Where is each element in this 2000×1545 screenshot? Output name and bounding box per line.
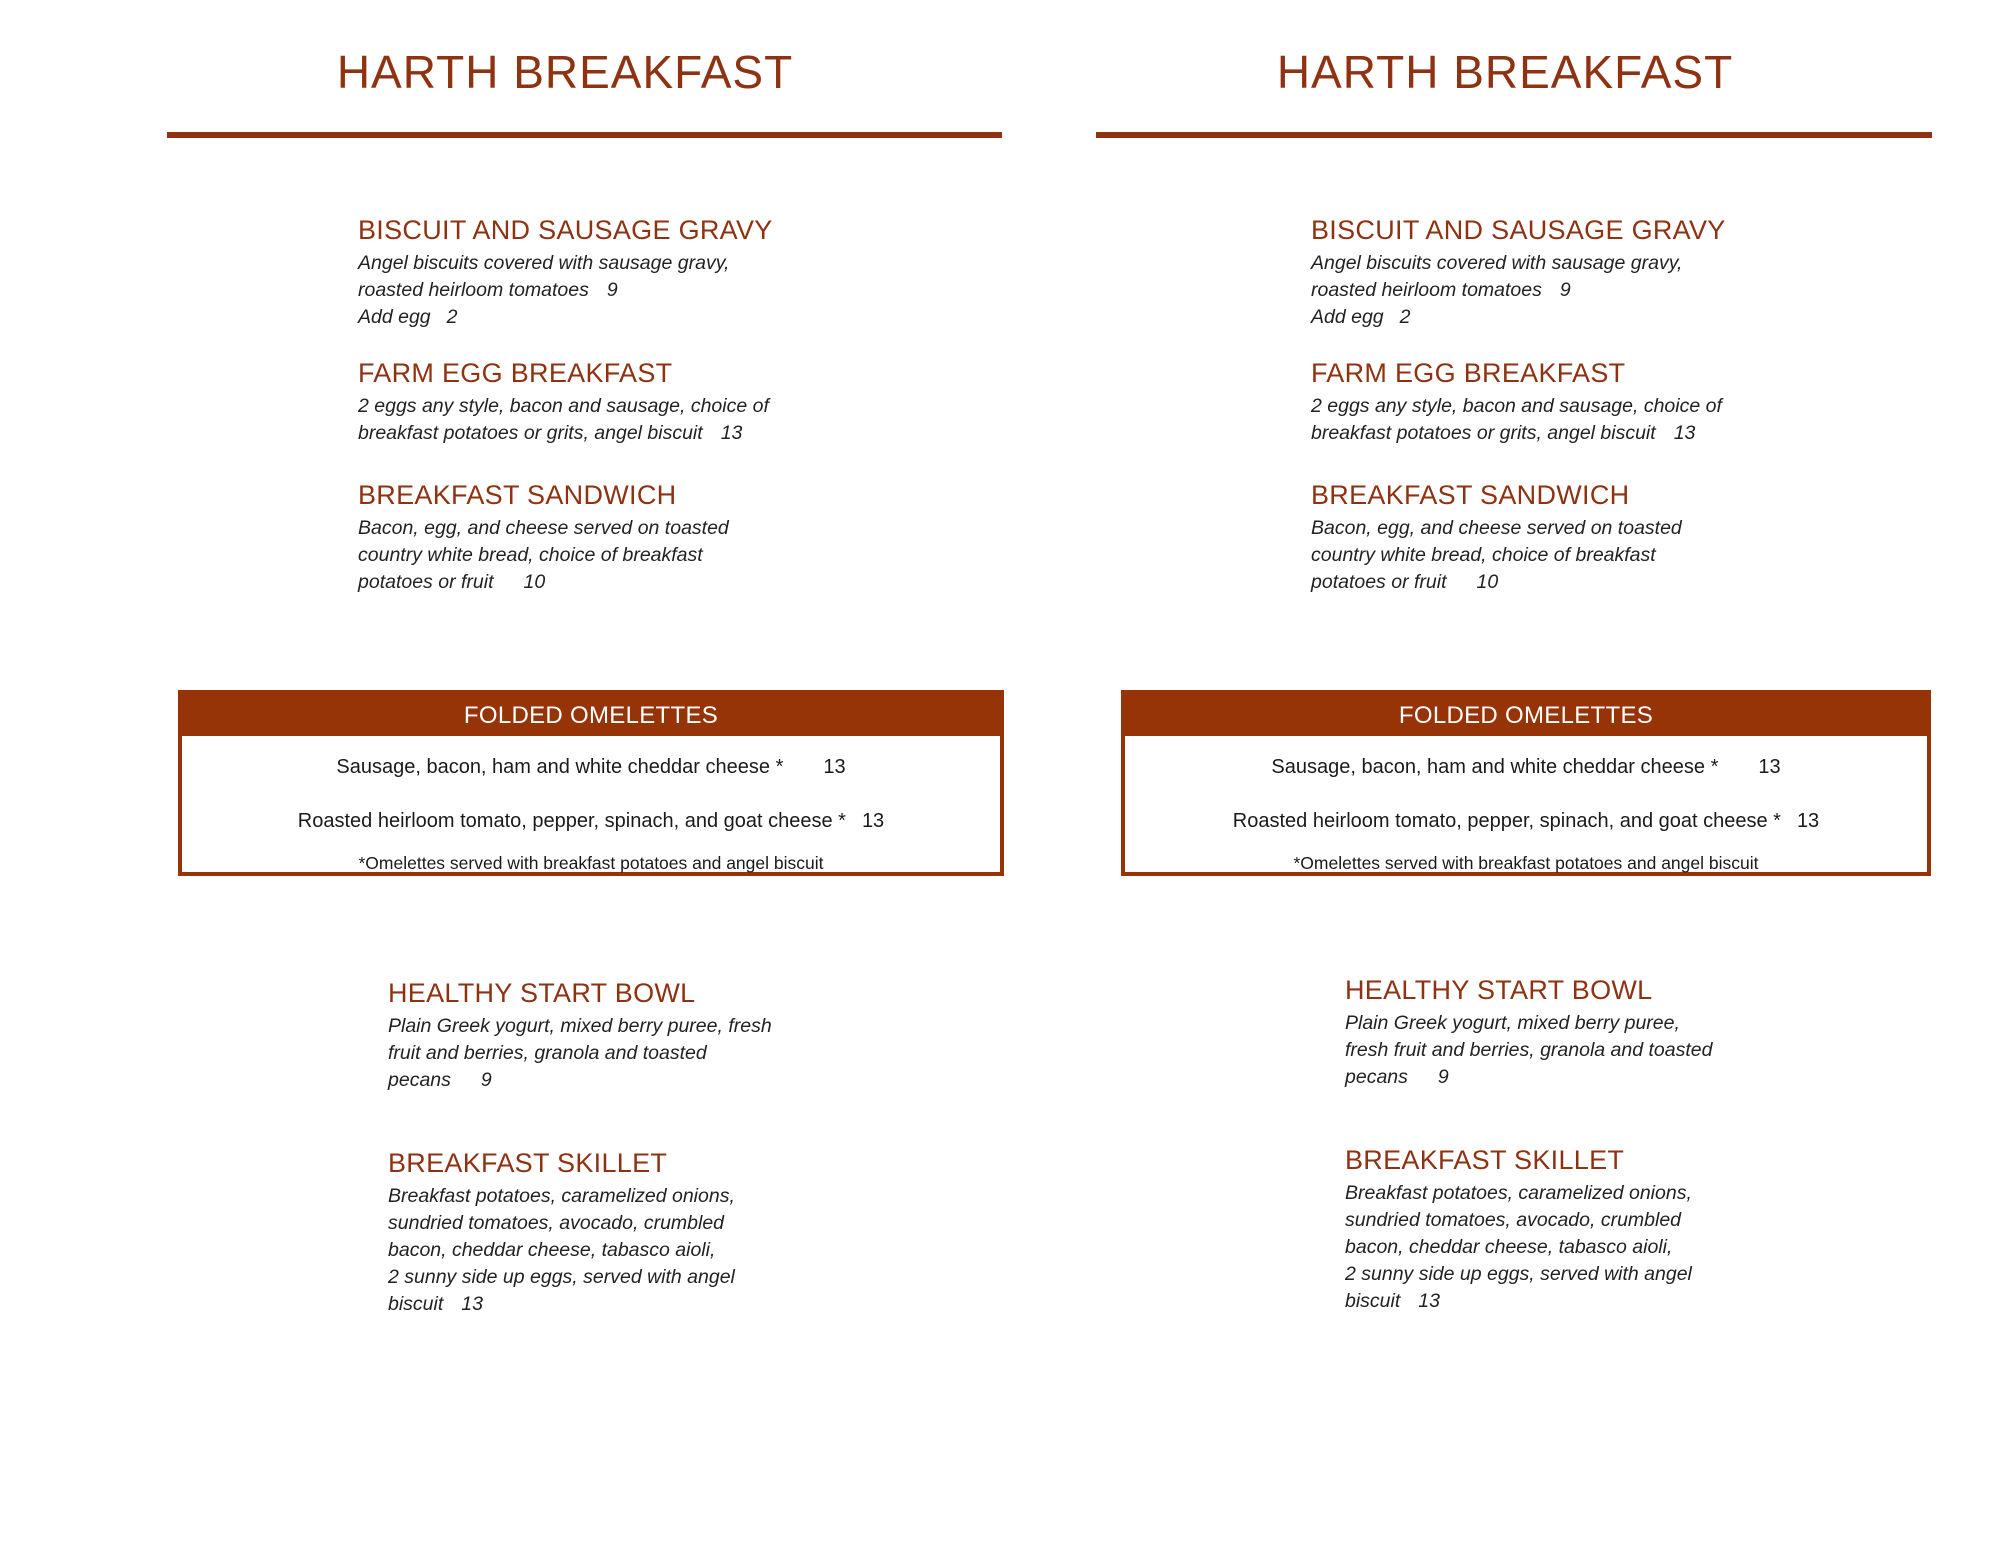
omelette-price: 13 — [861, 810, 885, 832]
menu-item-price: 13 — [1418, 1290, 1440, 1312]
menu-item-description: Angel biscuits covered with sausage gravy, roasted heirloom tomatoes 9 Add egg 2 — [1311, 252, 1683, 328]
omelette-option: Sausage, bacon, ham and white cheddar cheese * 13 — [1271, 756, 1781, 778]
menu-item-name: BISCUIT AND SAUSAGE GRAVY — [358, 215, 773, 245]
omelette-option: Roasted heirloom tomato, pepper, spinach, and goat cheese * 13 — [297, 810, 885, 832]
menu-item — [1345, 975, 1785, 1091]
menu-item-price: 9 — [480, 1069, 492, 1091]
menu-item-addon-price: 2 — [446, 306, 458, 328]
omelette-option: Roasted heirloom tomato, pepper, spinach, and goat cheese * 13 — [1232, 810, 1820, 832]
omelette-header: FOLDED OMELETTES — [1121, 690, 1931, 736]
menu-item-price: 9 — [606, 279, 618, 301]
omelette-body — [1121, 736, 1931, 876]
menu-title: HARTH BREAKFAST — [1276, 46, 1734, 98]
omelette-note: *Omelettes served with breakfast potatoes and angel biscuit — [1293, 853, 1759, 873]
menu-item-description: Plain Greek yogurt, mixed berry puree, fresh fruit and berries, granola and toasted pecans 9 — [1345, 1012, 1713, 1088]
title-divider — [1096, 132, 1932, 138]
omelette-note: *Omelettes served with breakfast potatoes and angel biscuit — [358, 853, 824, 873]
menu-item-name: HEALTHY START BOWL — [388, 978, 696, 1008]
menu-item-description: Bacon, egg, and cheese served on toasted country white bread, choice of breakfast potatoes or fruit 10 — [358, 517, 729, 593]
menu-item-description: Plain Greek yogurt, mixed berry puree, fresh fruit and berries, granola and toasted pecans 9 — [388, 1015, 772, 1091]
omelette-option: Sausage, bacon, ham and white cheddar cheese * 13 — [336, 756, 846, 778]
menu-item — [1311, 215, 1751, 331]
menu-item-price: 13 — [461, 1293, 483, 1315]
omelette-price: 13 — [823, 756, 846, 778]
menu-item-name: BREAKFAST SANDWICH — [358, 480, 677, 510]
menu-item — [1345, 1145, 1785, 1315]
omelette-price: 13 — [1758, 756, 1781, 778]
menu-title: HARTH BREAKFAST — [336, 46, 794, 98]
menu-item-name: FARM EGG BREAKFAST — [1311, 358, 1626, 388]
menu-item-addon-price: 2 — [1399, 306, 1411, 328]
menu-item-description: Angel biscuits covered with sausage gravy, roasted heirloom tomatoes 9 Add egg 2 — [358, 252, 730, 328]
menu-item-price: 10 — [523, 571, 546, 593]
menu-item-price: 13 — [1673, 422, 1696, 444]
menu-item-name: HEALTHY START BOWL — [1345, 975, 1653, 1005]
menu-item-price: 10 — [1476, 571, 1499, 593]
omelette-price: 13 — [1796, 810, 1820, 832]
menu-item-description: Breakfast potatoes, caramelized onions, sundried tomatoes, avocado, crumbled bacon, cheddar cheese, tabasco aioli, 2 sunny side up eggs, served with angel biscuit 13 — [388, 1185, 735, 1315]
menu-item-price: 13 — [720, 422, 743, 444]
omelette-section — [1121, 690, 1931, 880]
menu-item — [1311, 358, 1751, 447]
menu-item — [1311, 480, 1751, 596]
menu-item-description: Bacon, egg, and cheese served on toasted country white bread, choice of breakfast potatoes or fruit 10 — [1311, 517, 1682, 593]
menu-item-name: FARM EGG BREAKFAST — [358, 358, 673, 388]
menu-item-description: 2 eggs any style, bacon and sausage, choice of breakfast potatoes or grits, angel biscuit 13 — [358, 395, 769, 444]
menu-item-name: BREAKFAST SKILLET — [1345, 1145, 1625, 1175]
menu-item-name: BREAKFAST SKILLET — [388, 1148, 668, 1178]
menu-item-description: Breakfast potatoes, caramelized onions, sundried tomatoes, avocado, crumbled bacon, cheddar cheese, tabasco aioli, 2 sunny side up eggs, served with angel biscuit 13 — [1345, 1182, 1692, 1312]
menu-item-name: BISCUIT AND SAUSAGE GRAVY — [1311, 215, 1726, 245]
omelette-header: FOLDED OMELETTES — [178, 690, 1004, 736]
menu-item-price: 9 — [1437, 1066, 1449, 1088]
menu-item-description: 2 eggs any style, bacon and sausage, choice of breakfast potatoes or grits, angel biscuit 13 — [1311, 395, 1722, 444]
menu-item-price: 9 — [1559, 279, 1571, 301]
menu-item-name: BREAKFAST SANDWICH — [1311, 480, 1630, 510]
